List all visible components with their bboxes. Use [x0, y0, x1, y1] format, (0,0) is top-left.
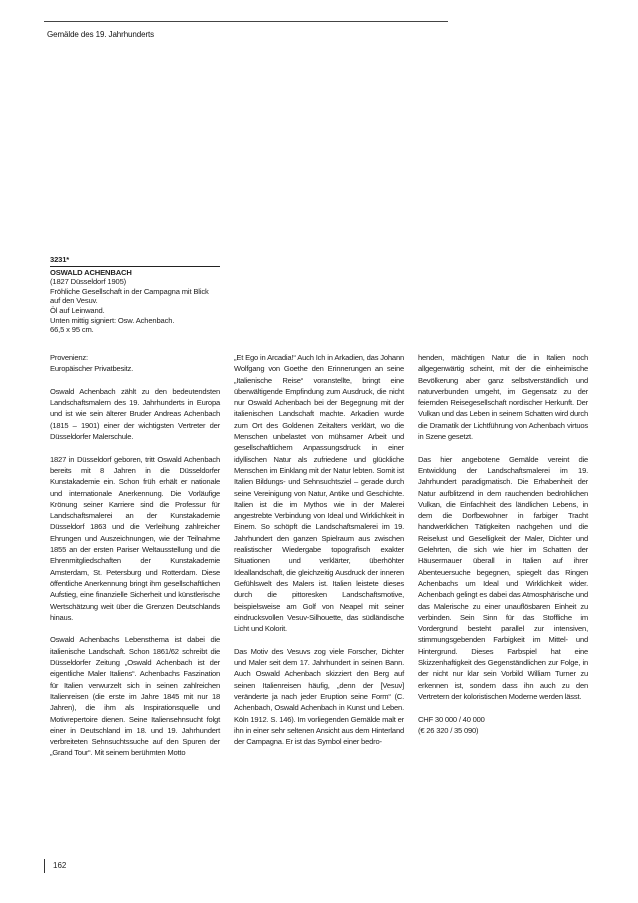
text-column-3	[418, 352, 588, 736]
page-number-bar	[44, 859, 45, 873]
paragraph: „Et Ego in Arcadia!“ Auch Ich in Arkadien, das Johann Wolfgang von Goethe den Erinnerungen an seine „Italienische Reise“ voranstellte, bringt eine überwältigende Empfindung zum Ausdruck, die nicht nur Oswald Achenbach bei der Begegnung mit der italienischen Landschaft machte. Arkadien wurde zum Ort des Goldenen Zeitalters verklärt, wo die Menschen unbelastet von mühsamer Arbeit und gesellschaftlichem Anpassungsdruck in einer idyllischen Natur als zufriedene und glückliche Menschen im Einklang mit der Natur lebten. Somit ist Italien Bildungs- und Sehnsuchtsziel – gerade durch seine Vereinigung von Natur, Antike und Geschichte. Italien ist die im Mythos wie in der Malerei angestrebte Verbindung von Ideal und Wirklichkeit in Einem. So schöpft die Landschaftsmalerei im 19. Jahrhundert den ganzen Spielraum aus zwischen realistischer Wiedergabe topografisch exakter Situationen und verklärter, überhöhter Ideallandschaft, die gleichzeitig Ausdruck der inneren Gefühlswelt des Malers ist. Italien leistete dieses durch die pittoresken Landschaftsmotive, beispielsweise am Golf von Neapel mit seiner eindrucksvollen Vesuv-Silhouette, das südländische Licht und Kolorit.	[234, 353, 404, 634]
artwork-signature: Unten mittig signiert: Osw. Achenbach.	[50, 315, 175, 325]
paragraph: henden, mächtigen Natur die in Italien noch allgegenwärtig scheint, mit der die einheimische Bevölkerung aber ganz selbstverständlich und naturverbunden umgeht, im Gegensatz zu der feiernden Reisegesellschaft nordischer Herkunft. Der Vulkan und das Leben in seinem Schatten wird durch die Dramatik der Lichtführung von Achenbach virtuos in Szene gesetzt.	[418, 353, 588, 442]
estimate-price: CHF 30 000 / 40 000 (€ 26 320 / 35 090)	[418, 714, 485, 735]
artist-dates: (1827 Düsseldorf 1905)	[50, 277, 127, 287]
artwork-size: 66,5 x 95 cm.	[50, 325, 94, 335]
top-rule	[44, 21, 448, 22]
page-header-title: Gemälde des 19. Jahrhunderts	[47, 30, 155, 39]
paragraph: 1827 in Düsseldorf geboren, tritt Oswald Achenbach bereits mit 8 Jahren in die Düsseldorfer Kunstakademie ein. Schon früh erhält er nationale und internationale Anerkennung. Die Vorläufige Krönung seiner Karriere sind die Professur für Landschaftsmalerei an der Kunstakademie Düsseldorf 1863 und die Verleihung zahlreicher Ehrungen und Auszeichnungen, wie der Teilnahme 1855 an der ersten Pariser Weltausstellung und die Ehrenmitgliedschaften der Kunstakademie Amsterdam, St. Petersburg und Rotterdam. Diese öffentliche Anerkennung bringt ihm gesellschaftlichen Aufstieg, eine finanzielle Sicherheit und künstlerische Wertschätzung weit über die Grenzen Deutschlands hinaus.	[50, 454, 220, 622]
text-column-1	[50, 352, 220, 759]
page-number: 162	[53, 861, 67, 870]
paragraph: Oswald Achenbach zählt zu den bedeutendsten Landschaftsmalern des 19. Jahrhunderts in Europa und ist wie sein älterer Bruder Andreas Achenbach (1815 – 1901) einer der wichtigsten Vertreter der Düsseldorfer Malerschule.	[50, 386, 220, 442]
paragraph: Das hier angebotene Gemälde vereint die Entwicklung der Landschaftsmalerei im 19. Jahrhundert paradigmatisch. Die Erhabenheit der Natur aufblitzend in dem rauchenden bedrohlichen Vulkan, die Einfachheit des ländlichen Lebens, in dem die Dorfbewohner in farbiger Tracht handwerklichen Tätigkeiten nachgehen und die Reiselust und Geselligkeit der Maler, Dichter und Gelehrten, die sich wie hier im Schatten der Häusermauer überall in Italien auf ihrer Abenteuersuche begegnen, spiegelt das Ringen Achenbachs um Ideal und Wirklichkeit wider. Achenbach gelingt es dabei das Atmosphärische und das Malerische zu einer unauflösbaren Einheit zu verbinden. Sein Sinn für das Stoffliche im Vordergrund besteht parallel zur intensiven, stimmungsgebenden Farbigkeit im Mittel- und Hintergrund. Dieses Farbspiel hat eine Skizzenhaftigkeit des Gegenständlichen zur Folge, in der nicht nur klar sein Vorbild William Turner zu erkennen ist, sondern dass ihn auch zu den Vertretern der koloristischen Moderne werden lässt.	[418, 454, 588, 701]
lot-info	[50, 255, 220, 335]
lot-number: 3231*	[50, 255, 70, 264]
artwork-medium: Öl auf Leinwand.	[50, 305, 105, 315]
lot-divider	[50, 266, 220, 267]
text-column-2	[234, 352, 404, 747]
provenance: Provenienz: Europäischer Privatbesitz.	[50, 353, 134, 374]
paragraph: Das Motiv des Vesuvs zog viele Forscher, Dichter und Maler seit dem 17. Jahrhundert in seinen Bann. Auch Oswald Achenbach skizziert den Berg auf seinen Italienreisen häufig, „denn der [Vesuv] veränderte ja nach jeder Eruption seine Form“ (C. Achenbach, Oswald Achenbach in Kunst und Leben. Köln 1912. S. 146). Im vorliegenden Gemälde malt er ihn in einer sehr seltenen Ansicht aus dem Hinterland der Campagna. Er ist das Symbol einer bedro-	[234, 646, 404, 747]
artwork-title: Fröhliche Gesellschaft in der Campagna mit Blick auf den Vesuv.	[50, 286, 209, 306]
paragraph: Oswald Achenbachs Lebensthema ist dabei die italienische Landschaft. Schon 1861/62 schreibt die Düsseldorfer Zeitung „Oswald Achenbach ist der eigentliche Maler Italiens“. Achenbachs Faszination für Italien verwurzelt sich in seinen zahlreichen Italienreisen (die erste im Jahre 1845 mit nur 18 Jahren), die ihm als Inspirationsquelle und Motivrepertoire dienen. Seine Italiensehnsucht folgt einer in Deutschland im 18. und 19. Jahrhundert verbreiteten Sehnsuchtssuche auf den Spuren der „Grand Tour“. Mit seinem berühmten Motto	[50, 635, 220, 758]
artist-name: OSWALD ACHENBACH	[50, 267, 132, 277]
